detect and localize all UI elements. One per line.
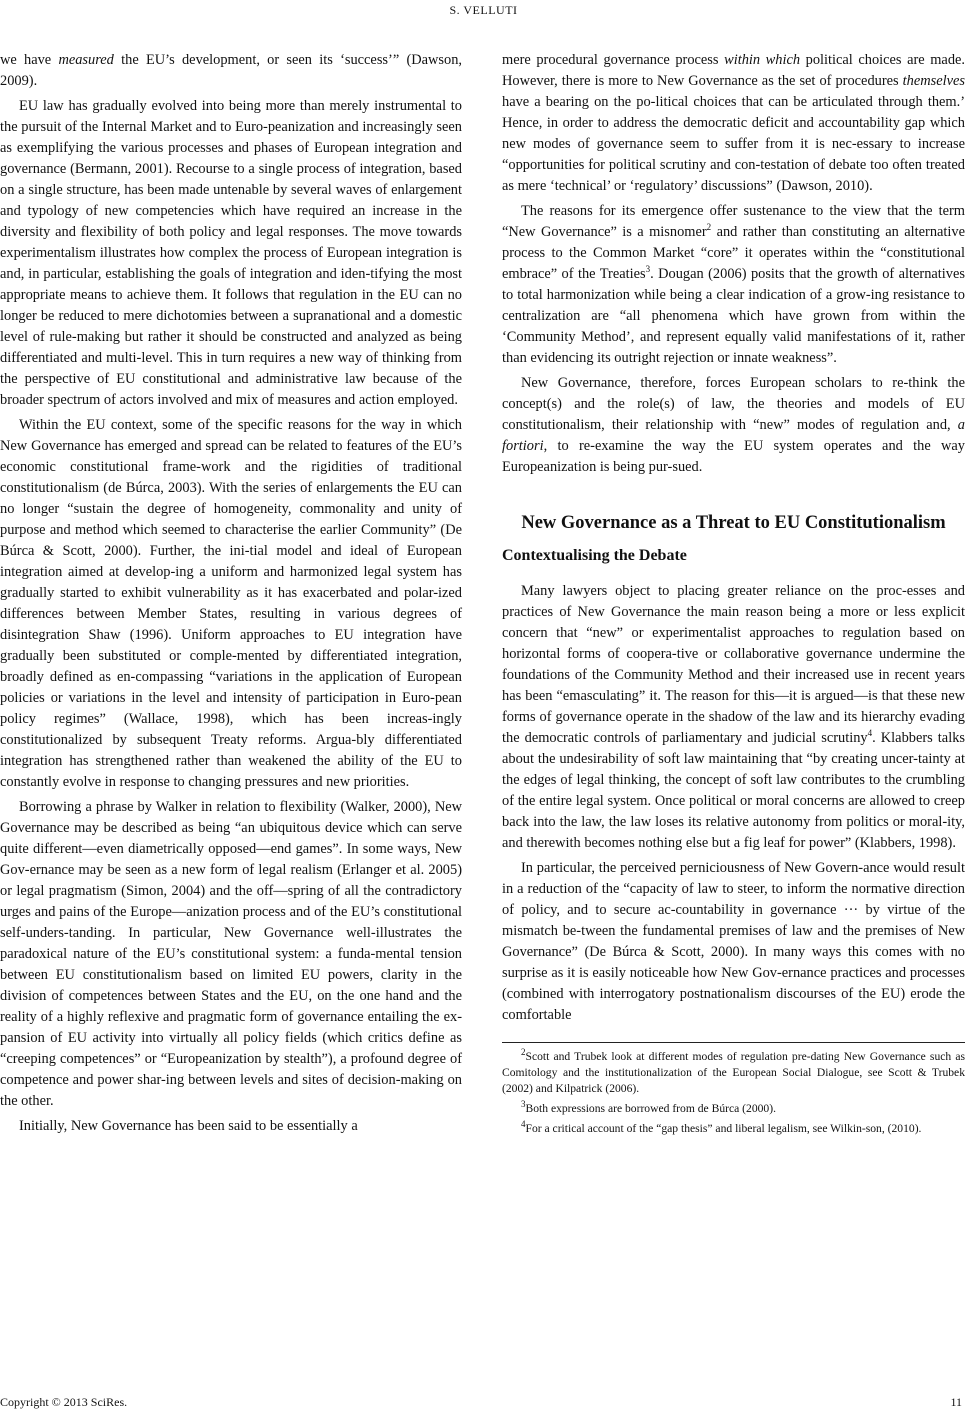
footnote bbox=[502, 1121, 965, 1137]
footnote-ref: 4 bbox=[521, 1119, 526, 1130]
subsection-title: Contextualising the Debate bbox=[502, 547, 687, 564]
footnote bbox=[502, 1049, 965, 1097]
footnote-divider bbox=[502, 1042, 965, 1043]
text-run: . Klabbers talks about the undesirability of soft law maintaining that “by creating uncer-tainty at the edges of legal thinking, the concept of soft law contributes to the crumbling of the entire legal system. Once political or moral concerns are allowed to creep back into the law, the law loses its relative autonomy from politics or moral-ity, and therewith becomes nothing else but a fig leaf for power” (Klabbers, 1998). bbox=[502, 730, 965, 851]
paragraph bbox=[0, 50, 462, 92]
text-run: mere procedural governance process bbox=[502, 52, 725, 68]
page-number: 11 bbox=[950, 1395, 962, 1409]
text-run: Scott and Trubek look at different modes of regulation pre-dating New Governance such as Comitology and the institutionalization of the European Social Dialogue, see Scott & Trubek (2002) and Kilpatrick (2006). bbox=[502, 1050, 965, 1095]
text-run: and rather than constituting an alternative process to the Common Market “core” it operates within the “constitutional embrace” of the Treaties bbox=[502, 224, 965, 282]
text-run: For a critical account of the “gap thesis” and liberal legalism, see Wilkin-son, (2010). bbox=[525, 1122, 922, 1135]
italic-text: themselves bbox=[902, 73, 965, 89]
text-run: Borrowing a phrase by Walker in relation to flexibility (Walker, 2000), New Governance may be described as being “an ubiquitous device which can serve quite different—even diametrically opposed—end games”. In some ways, New Gov-ernance may be seen as a new form of legal realism (Erlanger et al. 2005) or legal pragmatism (Simon, 2004) and the off—spring of all the contradictory urges and pains of the Europe—anization process and of the EU’s constitutional self-unders-tanding. In particular, New Governance well-illustrates the paradoxical nature of the EU’s constitutional system: a funda-mental tension between EU constitutionalism based on limited EU powers, clarity in the division of competences between States and the EU, on the one hand and the reality of a highly reflexive and pragmatic form of governance entailing the ex-pansion of EU activity into virtually all policy fields (which critics define as “creeping competences” or “Europeanization by stealth”), a profound degree of competence and power shar-ing between levels and sites of decision-making on the other. bbox=[0, 799, 462, 1109]
text-run: political choices are made. However, there is more to New Governance as the set of procedures bbox=[502, 52, 966, 89]
paragraph bbox=[502, 50, 965, 197]
footnote-ref: 2 bbox=[521, 1047, 526, 1058]
text-run: New Governance, therefore, forces European scholars to re-think the concept(s) and the role(s) of law, the theories and models of EU constitutionalism, their relationship with “new” modes of regulation and, bbox=[502, 375, 965, 433]
section-title: New Governance as a Threat to EU Constitutionalism bbox=[521, 513, 946, 533]
paragraph bbox=[0, 1116, 462, 1137]
text-run: Many lawyers object to placing greater reliance on the proc-esses and practices of New Governance the main reason being a more or less explicit concern that “new” or experimentalist approaches to regulation based on horizontal forms of coopera-tive or collaborative governance undermine the foundations of the Community Method and their increased use in recent years has been “emasculating” it. The reason for this—it is argued—is that these new forms of governance operate in the shadow of the law and its hierarchy evading the democratic controls of parliamentary and judicial scrutiny bbox=[502, 583, 965, 746]
right-column bbox=[502, 50, 965, 1141]
footnote-ref: 3 bbox=[521, 1099, 526, 1110]
paragraph bbox=[502, 581, 965, 854]
footnote-ref: 4 bbox=[867, 728, 873, 739]
copyright-notice: Copyright © 2013 SciRes. bbox=[0, 1395, 128, 1409]
text-run: , to re-examine the way the EU system operates and the way Europeanization is being pur-sued. bbox=[502, 438, 965, 475]
paragraph bbox=[0, 96, 462, 411]
paragraph bbox=[502, 858, 965, 1026]
footnote bbox=[502, 1101, 965, 1117]
text-run: Both expressions are borrowed from de Búrca (2000). bbox=[525, 1102, 776, 1115]
text-run: we have bbox=[0, 52, 59, 68]
text-run: the EU’s development, or seen its ‘success’” (Dawson, 2009). bbox=[0, 52, 463, 89]
text-run: have a bearing on the po-litical choices that can be articulated through them.’ Hence, in order to address the democratic deficit and accountability gap which new modes of governance seem to suffer from it is nec-essary to increase “opportunities for political scrutiny and con-testation of debate too often treated as mere ‘technical’ or ‘regulatory’ discussions” (Dawson, 2010). bbox=[502, 94, 965, 194]
italic-text: a fortiori bbox=[502, 417, 965, 454]
footnote-ref: 2 bbox=[706, 222, 712, 233]
paragraph bbox=[502, 373, 965, 478]
footnote-ref: 3 bbox=[645, 264, 651, 275]
paragraph bbox=[502, 201, 965, 369]
text-run: In particular, the perceived perniciousness of New Govern-ance would result in a reduction of the “capacity of law to steer, to inform the normative direction of policy, and to secure ac-countability in governance ··· by virtue of the mismatch be-tween the fundamental premises of law and the premises of New Governance” (De Búrca & Scott, 2000). In many ways this comes with no surprise as it is easily noticeable how New Gov-ernance practices and processes (combined with interrogatory postnationalism discourses of the EU) erode the comfortable bbox=[502, 860, 965, 1023]
text-run: EU law has gradually evolved into being more than merely instrumental to the pursuit of the Internal Market and to Euro-peanization and increasingly seen as exemplifying the various processes and phases of European integration and governance (Bermann, 2001). Recourse to a single process of integration, based on a single structure, has been made untenable by several waves of enlargement and typology of new competencies which have required an increase in the diversity and flexibility of both policy and legal responses. The move towards experimentalism illustrates how complex the process of European integration is and, in particular, establishing the goals of integration and iden-tifying the most appropriate means to achieve them. It follows that regulation in the EU can no longer be reduced to mere dichotomies between a supranational and a domestic level of rule-making but rather it should be constructed and analyzed as being differentiated and multi-level. This in turn requires a new way of thinking from the perspective of EU constitutional and administrative law because of the broader spectrum of actors involved and mix of measures and action employed. bbox=[0, 98, 462, 408]
italic-text: within which bbox=[724, 52, 801, 68]
text-run: Within the EU context, some of the specific reasons for the way in which New Governance has emerged and spread can be related to features of the EU’s economic constitutional frame-work and the rigidities of traditional constitutionalism (de Búrca, 2003). With the series of enlargements the EU can no longer “sustain the degree of homogeneity, commonality and unity of purpose and method which seemed to characterise the earlier Community” (De Búrca & Scott, 2000). Further, the ini-tial model and ideal of European integration aimed at develop-ing a uniform and harmonized legal system has gradually started to exhibit vulnerability as it has exacerbated and polar-ized differences between Member States, resulting in various degrees of disintegration Shaw (1996). Uniform approaches to EU integration have gradually been substituted or comple-mented by differentiated integration, broadly defined as en-compassing “variations in the application of European policies or variations in the level and intensity of participation in Euro-pean policy regimes” (Wallace, 1998), which has been increas-ingly constitutionalized by subsequent Treaty reforms. Argua-bly differentiated integration has strengthened rather than weakened the ability of the EU to constantly evolve in response to changing pressures and new priorities. bbox=[0, 417, 462, 790]
left-column bbox=[0, 50, 462, 1141]
text-run: . Dougan (2006) posits that the growth of alternatives to total harmonization while being a clear indication of a grow-ing resistance to centralization are “all phenomena which have grown from within the ‘Community Method’, and represent equally valid manifestations of it, rather than evidencing its outright rejection or innate weakness”. bbox=[502, 266, 965, 366]
text-run: The reasons for its emergence offer sustenance to the view that the term “New Governance” is a misnomer bbox=[502, 203, 965, 240]
paragraph bbox=[0, 415, 462, 793]
text-run: Initially, New Governance has been said to be essentially a bbox=[19, 1118, 358, 1134]
running-head: S. VELLUTI bbox=[449, 3, 518, 17]
paragraph bbox=[0, 797, 462, 1112]
italic-text: measured bbox=[58, 52, 114, 68]
